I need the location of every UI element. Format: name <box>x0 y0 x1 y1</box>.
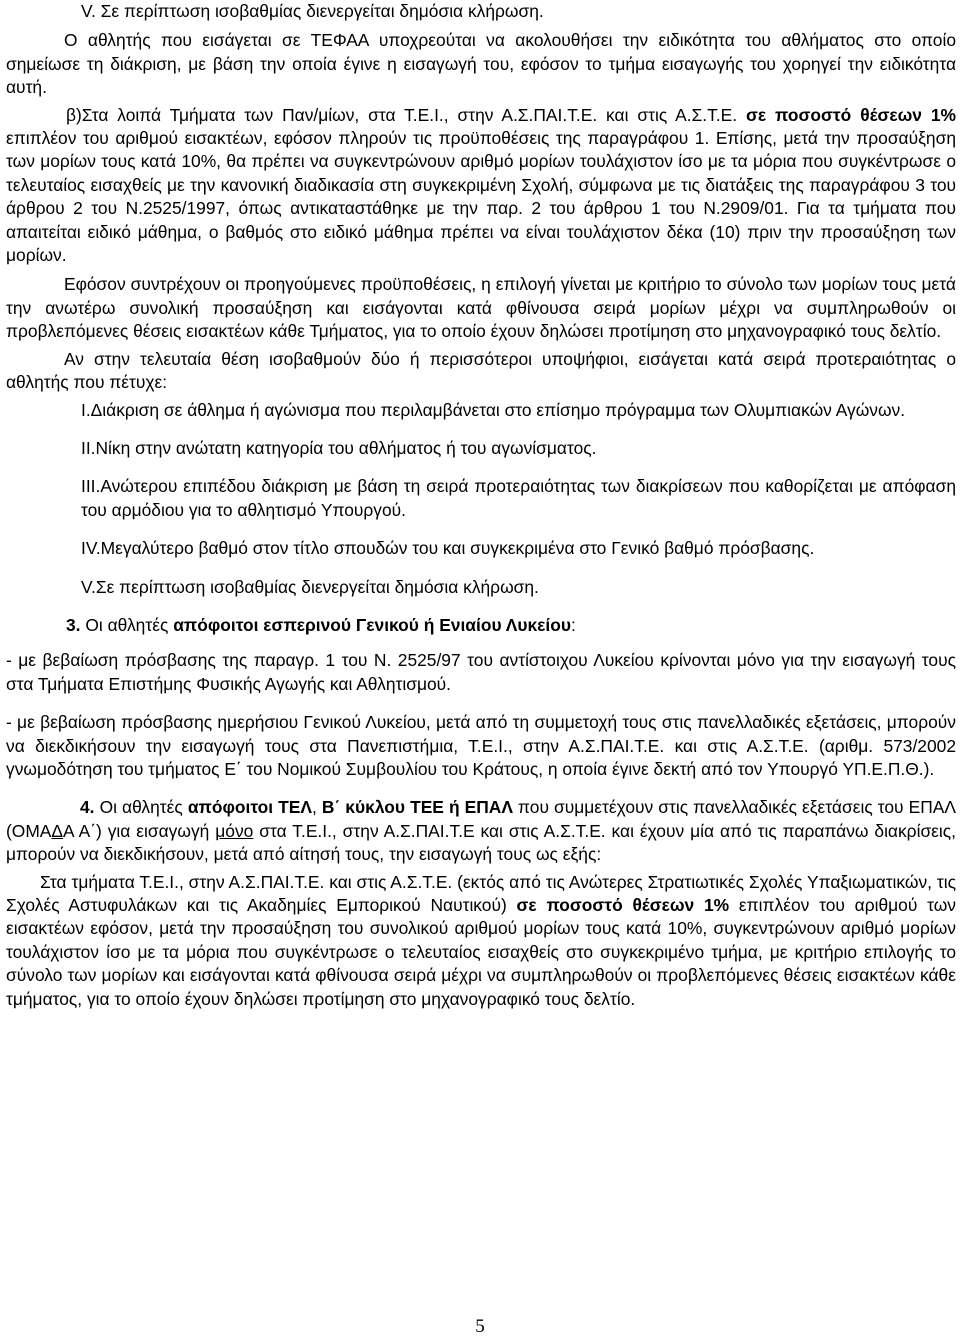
section-heading-4 <box>6 796 956 866</box>
list-item <box>81 576 956 599</box>
list-item-v-top: V. Σε περίπτωση ισοβαθμίας διενεργείται δημόσια κλήρωση. <box>81 1 544 21</box>
section-text-1: που συμμετέχουν στις πανελλαδικές εξετάσεις του ΕΠΑΛ (ΟΜΑ <box>6 797 956 841</box>
underlined-letter: Δ <box>51 820 64 841</box>
section-lead: Οι αθλητές <box>85 614 169 635</box>
section-text-3: στα Τ.Ε.Ι., στην Α.Σ.ΠΑΙ.Τ.Ε και στις Α.Σ.Τ.Ε. και έχουν μία από τις παραπάνω διακρίσεις, μπορούν να διεκδικήσουν, μετά από αίτησή τους, την εισαγωγή τους ως εξής: <box>6 820 957 865</box>
paragraph-rest: επιπλέον του αριθμού εισακτέων, εφόσον πληρούν τις προϋποθέσεις της παραγράφου 1. Επίσης, μετά την προσαύξηση των μορίων τους κατά 10%, θα πρέπει να συγκεντρώνουν αριθμό μορίων τουλάχιστον ίσο με τα μόρια που συγκέντρωσε ο τελευταίος εισαχθείς με την κανονική διαδικασία στη συγκεκριμένη Σχολή, σύμφωνα με τις διατάξεις της παραγράφου 3 του άρθρου 2 του Ν.2525/1997, όπως αντικαταστάθηκε με την παρ. 2 του άρθρου 1 του Ν.2909/01. Για τα τμήματα που απαιτείται ειδικό μάθημα, ο βαθμός στο ειδικό μάθημα πρέπει να είναι τουλάχιστον δέκα (10) πριν την προσαύξηση των μορίων. <box>6 128 956 266</box>
list-number: V. <box>81 576 96 597</box>
underlined-word: μόνο <box>215 820 254 841</box>
section-heading-3 <box>66 614 956 637</box>
quota-bold: σε ποσοστό θέσεων 1% <box>516 895 730 915</box>
list-text: Μεγαλύτερο βαθμό στον τίτλο σπουδών του και συγκεκριμένα στο Γενικό βαθμό πρόσβασης. <box>100 538 815 559</box>
document-page <box>6 0 956 1011</box>
paragraph-lead: β)Στα λοιπά Τμήματα των Παν/μίων, στα Τ.Ε.Ι., στην Α.Σ.ΠΑΙ.Τ.Ε. και στις Α.Σ.Τ.Ε. <box>66 104 738 125</box>
page-number: 5 <box>475 1316 485 1337</box>
section-tail: : <box>571 614 576 635</box>
section-bold: απόφοιτοι εσπερινού Γενικού ή Ενιαίου Λυκείου <box>173 614 572 635</box>
section-comma: , <box>312 797 317 818</box>
paragraph-tie-break-intro: Αν στην τελευταία θέση ισοβαθμούν δύο ή περισσότεροι υποψήφιοι, εισάγεται κατά σειρά προτεραιότητας ο αθλητής που πέτυχε: <box>6 348 956 393</box>
paragraph-selection-criteria: Εφόσον συντρέχουν οι προηγούμενες προϋποθέσεις, η επιλογή γίνεται με κριτήριο το σύνολο των μορίων τους μετά την ανωτέρω συνολική προσαύξηση και εισάγονται κατά φθίνουσα σειρά μορίων μέχρι να συμπληρωθούν οι προβλεπόμενες θέσεις εισακτέων κάθε Τμήματος, για το οποίο έχουν δηλώσει προτίμηση στο μηχανογραφικό τους δελτίο. <box>6 274 956 342</box>
list-text: Νίκη στην ανώτατη κατηγορία του αθλήματος ή του αγωνίσματος. <box>95 437 597 458</box>
list-text: Ανώτερου επιπέδου διάκριση με βάση τη σειρά προτεραιότητας των διακρίσεων που καθορίζεται με απόφαση του αρμόδιου για το αθλητισμό Υπουργού. <box>81 476 956 520</box>
paragraph-rest: επιπλέον του αριθμού των εισακτέων εφόσον, μετά την προσαύξηση του συνολικού αριθμού μορίων τους κατά 10%, συγκεντρώνουν αριθμό μορίων τουλάχιστον ίσο με τα μόρια που συγκέντρωσε ο τελευταίος εισαχθείς στο συγκεκριμένο τμήμα, με κριτήριο επιλογής το σύνολο των μορίων και εισάγονται κατά φθίνουσα σειρά μέχρι να συμπληρωθούν οι προβλεπόμενες θέσεις εισακτέων κάθε τμήματος, για το οποίο έχουν δηλώσει προτίμηση στο μηχανογραφικό τους δελτίο. <box>6 895 956 1009</box>
paragraph-dash-2: - με βεβαίωση πρόσβασης ημερήσιου Γενικού Λυκείου, μετά από τη συμμετοχή τους στις πανελλαδικές εξετάσεις, μπορούν να διεκδικήσουν την εισαγωγή τους στα Πανεπιστήμια, Τ.Ε.Ι., στην Α.Σ.ΠΑΙ.Τ.Ε. και στις Α.Σ.Τ.Ε. (αριθμ. 573/2002 γνωμοδότηση του τμήματος Ε΄ του Νομικού Συμβουλίου του Κράτους, η οποία έγινε δεκτή από τον Υπουργό ΥΠ.Ε.Π.Θ.). <box>6 712 956 779</box>
list-item <box>81 537 956 560</box>
section-bold-1: απόφοιτοι ΤΕΛ <box>187 797 312 818</box>
section-number: 3. <box>66 614 81 635</box>
list-number: I. <box>81 399 91 420</box>
paragraph-tei-quota <box>6 871 956 1011</box>
list-number: III. <box>81 476 101 497</box>
paragraph-tefaa-specialty: Ο αθλητής που εισάγεται σε ΤΕΦΑΑ υποχρεούται να ακολουθήσει την ειδικότητα του αθλήματος στο οποίο σημείωσε τη διάκριση, με βάση την οποία έγινε η εισαγωγή του, εφόσον το τμήμα εισαγωγής του χορηγεί την ειδικότητα αυτή. <box>6 30 956 98</box>
section-text-2: Α Α΄) για εισαγωγή <box>63 820 210 841</box>
paragraph-lead: Στα τμήματα Τ.Ε.Ι., στην Α.Σ.ΠΑΙ.Τ.Ε. και στις Α.Σ.Τ.Ε. (εκτός από τις Ανώτερες Στρατιωτικές Σχολές Υπαξιωματικών, τις Σχολές Αστυφυλάκων και τις Ακαδημίες Εμπορικού Ναυτικού) <box>6 871 956 915</box>
list-text: Διάκριση σε άθλημα ή αγώνισμα που περιλαμβάνεται στο επίσημο πρόγραμμα των Ολυμπιακών Αγώνων. <box>90 399 906 420</box>
list-item <box>81 437 956 460</box>
list-text: Σε περίπτωση ισοβαθμίας διενεργείται δημόσια κλήρωση. <box>95 576 539 597</box>
paragraph-dash-1: - με βεβαίωση πρόσβασης της παραγρ. 1 του Ν. 2525/97 του αντίστοιχου Λυκείου κρίνονται μόνο για την εισαγωγή τους στα Τμήματα Επιστήμης Φυσικής Αγωγής και Αθλητισμού. <box>6 650 956 694</box>
list-number: IV. <box>81 538 101 559</box>
paragraph-other-departments <box>6 104 956 268</box>
section-bold-2: Β΄ κύκλου ΤΕΕ ή ΕΠΑΛ <box>321 797 513 818</box>
list-item <box>81 475 956 522</box>
section-lead: Οι αθλητές <box>99 797 183 818</box>
section-number: 4. <box>80 797 95 818</box>
quota-bold: σε ποσοστό θέσεων 1% <box>746 104 956 125</box>
list-number: II. <box>81 437 96 458</box>
list-item <box>81 399 956 422</box>
